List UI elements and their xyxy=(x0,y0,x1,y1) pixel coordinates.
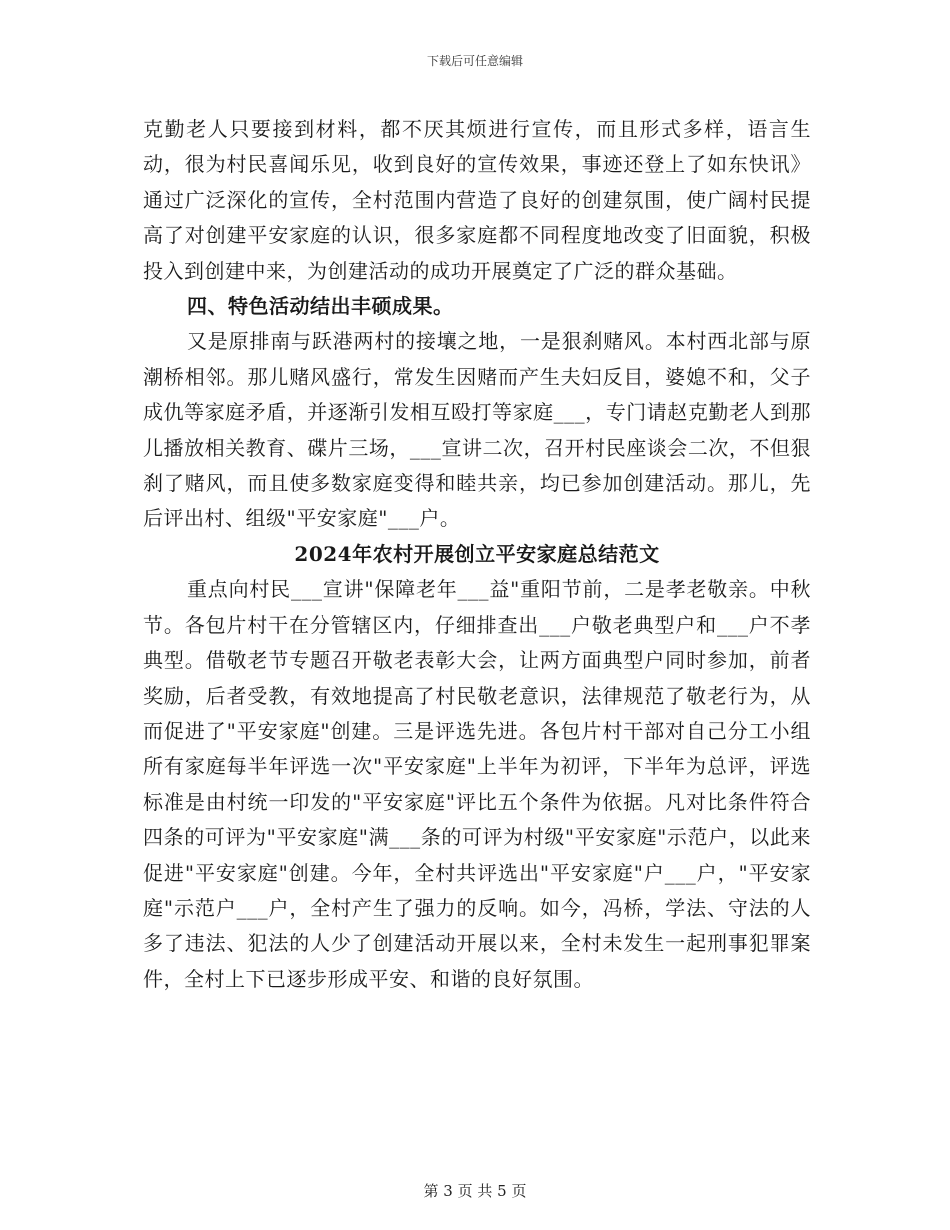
page-footer: 第 3 页 共 5 页 xyxy=(423,1182,527,1200)
paragraph-continuation: 克勤老人只要接到材料，都不厌其烦进行宣传，而且形式多样，语言生动，很为村民喜闻乐见，收到良好的宣传效果，事迹还登上了如东快讯》通过广泛深化的宣传，全村范围内营造了良好的创建氛围，使广阔村民提高了对创建平安家庭的认识，很多家庭都不同程度地改变了旧面貌，积极投入到创建中来，为创建活动的成功开展奠定了广泛的群众基础。 xyxy=(143,117,811,283)
document-body xyxy=(143,112,811,997)
document-title: 2024年农村开展创立平安家庭总结范文 xyxy=(294,541,660,566)
page-header: 下载后可任意编辑 xyxy=(426,54,523,68)
section-heading: 四、特色活动结出丰硕成果。 xyxy=(187,294,454,319)
paragraph-elderly-respect: 重点向村民___宣讲"保障老年___益"重阳节前，二是孝老敬亲。中秋节。各包片村干在分管辖区内，仔细排查出___户敬老典型户和___户不孝典型。借敬老节专题召开敬老表彰大会，让两方面典型户同时参加，前者奖励，后者受教，有效地提高了村民敬老意识，法律规范了敬老行为，从而促进了"平安家庭"创建。三是评选先进。各包片村干部对自己分工小组所有家庭每半年评选一次"平安家庭"上半年为初评，下半年为总评，评选标准是由村统一印发的"平安家庭"评比五个条件为依据。凡对比条件符合四条的可评为"平安家庭"满___条的可评为村级"平安家庭"示范户，以此来促进"平安家庭"创建。今年，全村共评选出"平安家庭"户___户，"平安家庭"示范户___户，全村产生了强力的反响。如今，冯桥，学法、守法的人多了违法、犯法的人少了创建活动开展以来，全村未发生一起刑事犯罪案件，全村上下已逐步形成平安、和谐的良好氛围。 xyxy=(143,577,811,991)
paragraph-gambling: 又是原排南与跃港两村的接壤之地，一是狠刹赌风。本村西北部与原潮桥相邻。那儿赌风盛行，常发生因赌而产生夫妇反目，婆媳不和，父子成仇等家庭矛盾，并逐渐引发相互殴打等家庭___，专门请赵克勤老人到那儿播放相关教育、碟片三场，___宣讲二次，召开村民座谈会二次，不但狠刹了赌风，而且使多数家庭变得和睦共亲，均已参加创建活动。那儿，先后评出村、组级"平安家庭"___户。 xyxy=(143,329,811,531)
